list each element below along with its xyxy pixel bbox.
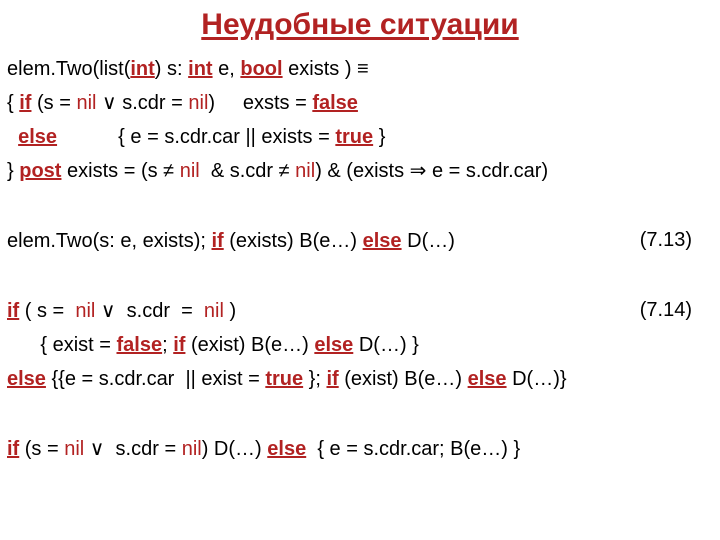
- keyword: if: [211, 230, 224, 252]
- keyword: if: [7, 438, 20, 460]
- keyword: false: [312, 92, 358, 114]
- equation-number: (7.13): [639, 229, 692, 251]
- equation-number: (7.14): [639, 299, 692, 321]
- keyword: if: [19, 92, 32, 114]
- keyword: false: [116, 334, 163, 356]
- keyword: int: [188, 58, 213, 80]
- keyword: else: [18, 126, 58, 148]
- spec-line-4: } post exists = (s ≠ nil & s.cdr ≠ nil) & (exists ⇒ e = s.cdr.car): [7, 160, 549, 182]
- keyword: bool: [240, 58, 283, 80]
- expand-line-3: else {{e = s.cdr.car || exist = true }; if (exist) B(e…) else D(…)}: [7, 368, 567, 390]
- keyword: if: [326, 368, 339, 390]
- keyword: else: [314, 334, 354, 356]
- keyword: else: [362, 230, 402, 252]
- final-line: if (s = nil ∨ s.cdr = nil) D(…) else { e = s.cdr.car; B(e…) }: [7, 438, 521, 460]
- call-line: elem.Two(s: e, exists); if (exists) B(e…) else D(…): [7, 230, 455, 252]
- expand-line-1: if ( s = nil ∨ s.cdr = nil ): [7, 300, 237, 322]
- spec-line-1: elem.Two(list(int) s: int e, bool exists ) ≡: [7, 58, 369, 80]
- keyword: post: [19, 160, 62, 182]
- keyword: if: [7, 300, 20, 322]
- keyword: else: [267, 438, 307, 460]
- expand-line-2: { exist = false; if (exist) B(e…) else D(…) }: [7, 334, 419, 356]
- keyword: else: [467, 368, 507, 390]
- keyword: true: [265, 368, 304, 390]
- keyword: int: [130, 58, 155, 80]
- keyword: if: [173, 334, 186, 356]
- keyword: else: [7, 368, 46, 390]
- spec-line-2: { if (s = nil ∨ s.cdr = nil) exsts = false: [7, 92, 358, 114]
- spec-line-3: else { e = s.cdr.car || exists = true }: [18, 126, 386, 148]
- slide-title: Неудобные ситуации: [201, 8, 519, 41]
- keyword: true: [335, 126, 374, 148]
